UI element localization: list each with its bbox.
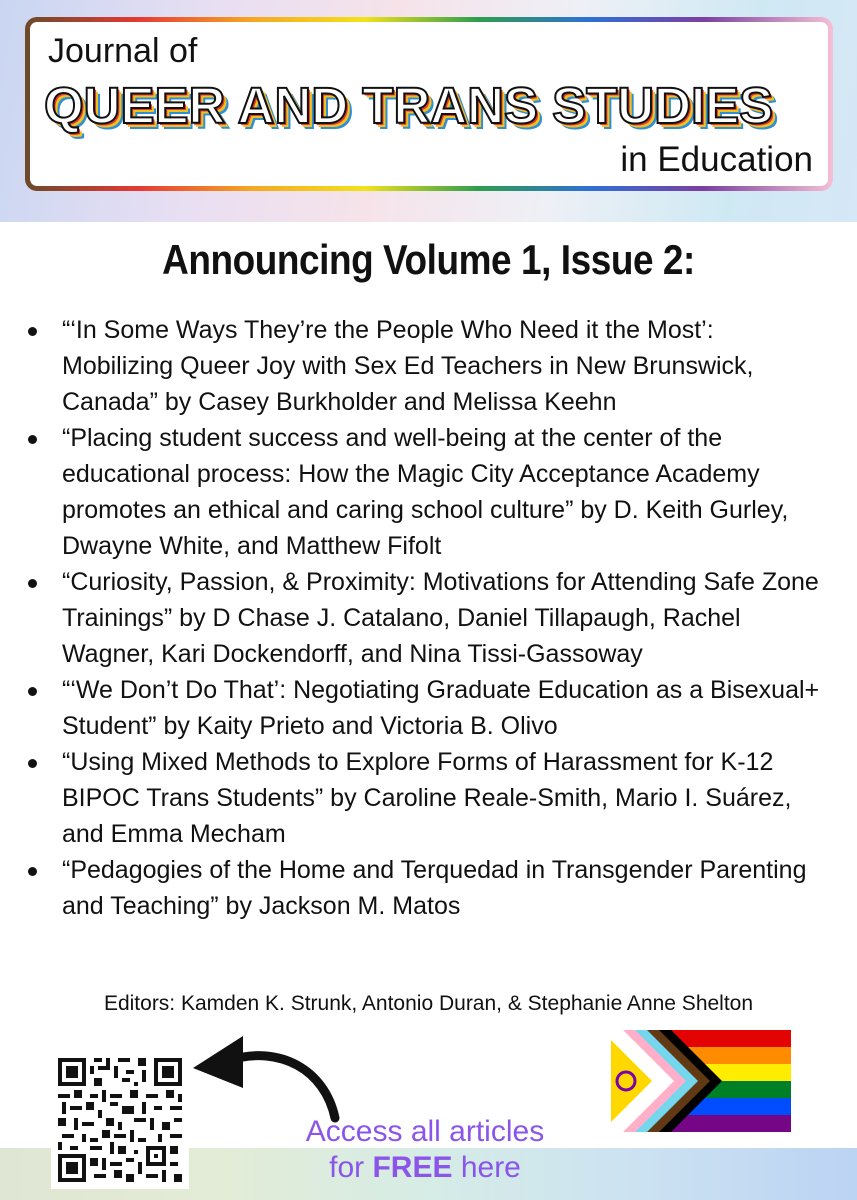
article-text: “Using Mixed Methods to Explore Forms of Harassment for K-12 BIPOC Trans Students” by Caroline Reale-Smith, Mario I. Suárez, and Emma Mecham (62, 748, 792, 848)
qr-code[interactable] (51, 1051, 189, 1189)
article-text: “Curiosity, Passion, & Proximity: Motivations for Attending Safe Zone Trainings” by D Chase J. Catalano, Daniel Tillapaugh, Rachel Wagner, Kari Dockendorff, and Nina Tissi-Gassoway (62, 568, 819, 668)
article-item (20, 564, 830, 672)
article-text: “‘We Don’t Do That’: Negotiating Graduate Education as a Bisexual+ Student” by Kaity Prieto and Victoria B. Olivo (62, 676, 820, 740)
cta-free: FREE (372, 1151, 453, 1184)
cta-line2 (290, 1150, 560, 1186)
cta-line1: Access all articles (305, 1115, 545, 1148)
cta-suffix: here (452, 1151, 521, 1184)
access-articles-link[interactable] (290, 1114, 560, 1186)
article-list (20, 312, 830, 924)
article-item (20, 852, 830, 924)
bullet-icon (28, 435, 37, 444)
progress-pride-flag-icon (611, 1030, 791, 1132)
bullet-icon (28, 867, 37, 876)
article-item (20, 312, 830, 420)
article-item (20, 420, 830, 564)
article-text: “Pedagogies of the Home and Terquedad in Transgender Parenting and Teaching” by Jackson M. Matos (62, 856, 807, 920)
bullet-icon (28, 759, 37, 768)
article-item (20, 744, 830, 852)
editors-line: Editors: Kamden K. Strunk, Antonio Duran, & Stephanie Anne Shelton (103, 992, 754, 1015)
qr-code-icon (54, 1054, 186, 1186)
journal-title-line1: Journal of (48, 32, 198, 70)
journal-title-main: QUEER AND TRANS STUDIES (44, 77, 774, 134)
article-item (20, 672, 830, 744)
article-text: “‘In Some Ways They’re the People Who Need it the Most’: Mobilizing Queer Joy with Sex Ed Teachers in New Brunswick, Canada” by Casey Burkholder and Melissa Keehn (62, 316, 754, 416)
cta-prefix: for (329, 1151, 373, 1184)
article-text: “Placing student success and well-being at the center of the educational process: How the Magic City Acceptance Academy promotes an ethical and caring school culture” by D. Keith Gurley, Dwayne White, and Matthew Fifolt (62, 424, 789, 560)
bullet-icon (28, 687, 37, 696)
announcement-heading: Announcing Volume 1, Issue 2: (162, 236, 695, 283)
bullet-icon (28, 327, 37, 336)
bullet-icon (28, 579, 37, 588)
journal-title-line3: in Education (620, 140, 813, 179)
